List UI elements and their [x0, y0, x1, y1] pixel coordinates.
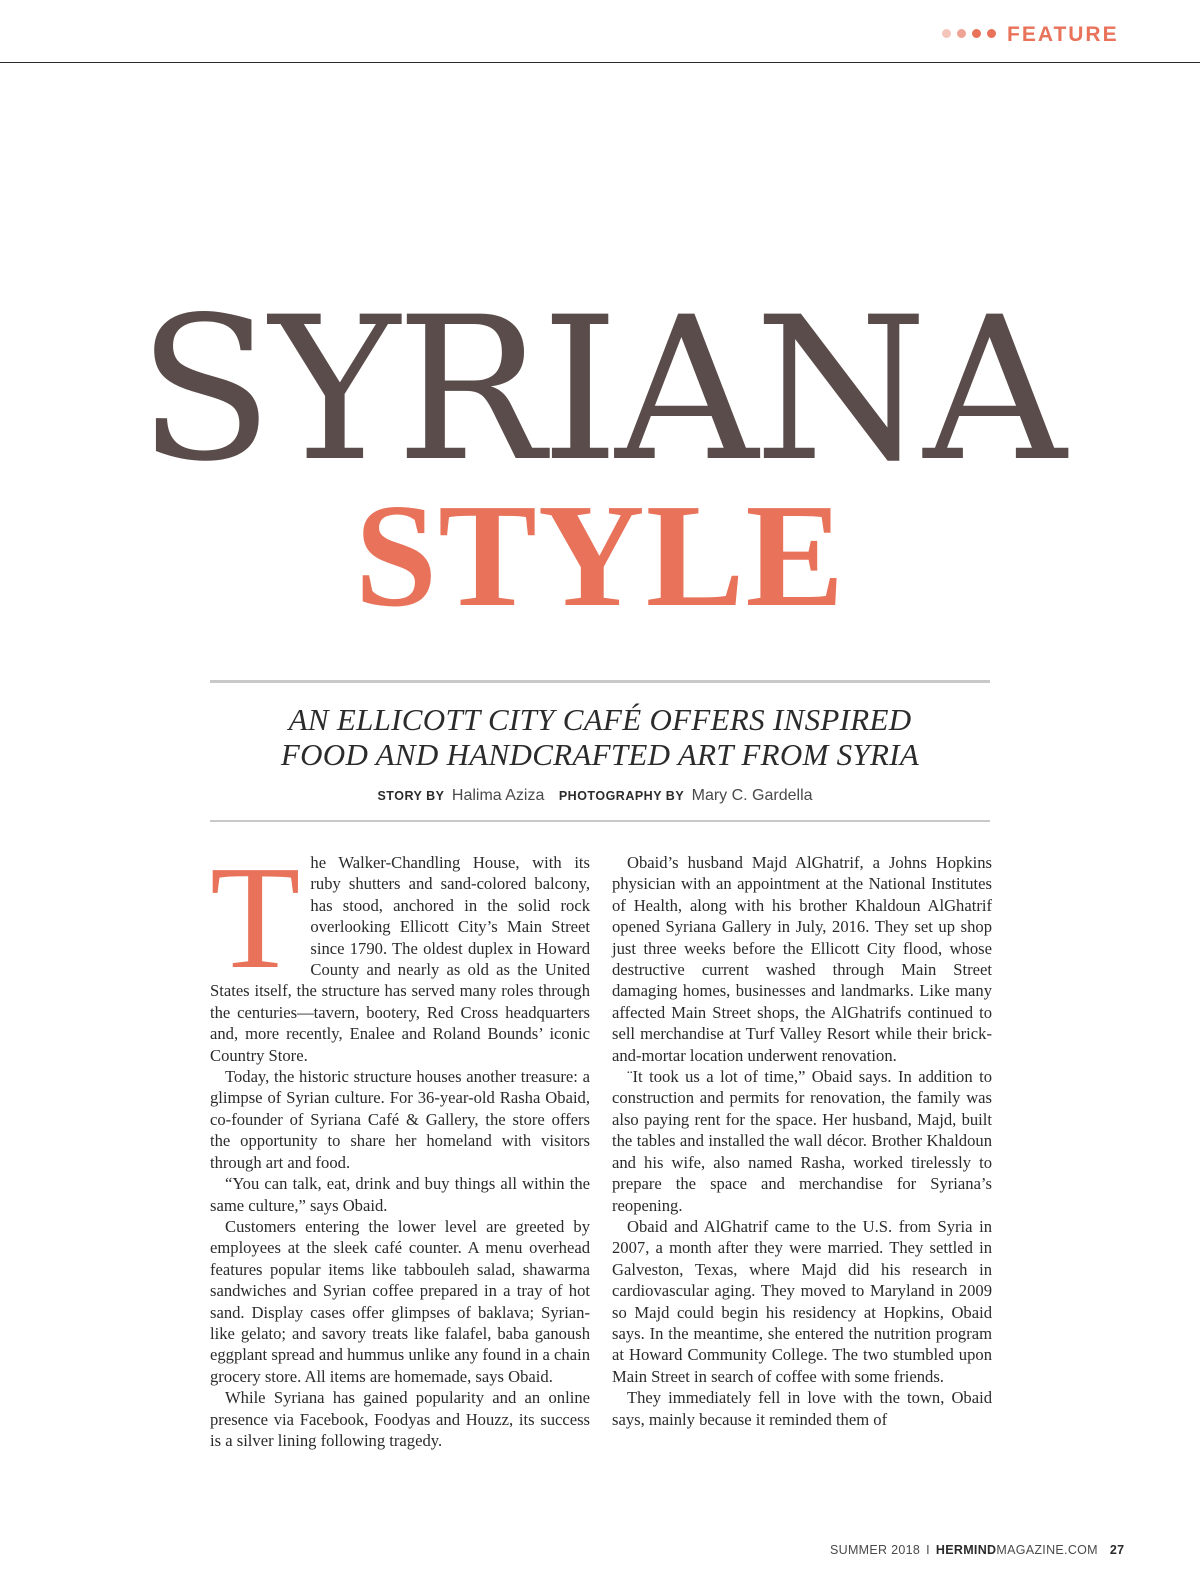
deck [210, 702, 990, 772]
dot-4 [987, 29, 996, 38]
paragraph: Obaid and AlGhatrif came to the U.S. from Syria in 2007, a month after they were married. They settled in Galveston, Texas, where Majd did his research in cardiovascular aging. They moved to Maryland in 2009 so Majd could begin his residency at Hopkins, Obaid says. In the meantime, she entered the nutrition program at Howard Community College. The two stumbled upon Main Street in search of coffee with some friends. [612, 1216, 992, 1386]
drop-cap: T [210, 836, 301, 1000]
deck-line-2: FOOD AND HANDCRAFTED ART FROM SYRIA [280, 737, 920, 772]
footer-separator: I [926, 1543, 930, 1557]
dot-3 [972, 29, 981, 38]
section-label: FEATURE [1007, 23, 1119, 46]
article-column-right [612, 852, 992, 1430]
deck-line-1: AN ELLICOTT CITY CAFÉ OFFERS INSPIRED [288, 702, 912, 737]
paragraph: While Syriana has gained popularity and an online presence via Facebook, Foodyas and Houzz, its success is a silver lining following tragedy. [210, 1388, 590, 1450]
page-footer [830, 1543, 1124, 1557]
deck-rule-bottom [210, 820, 990, 822]
dot-1 [942, 29, 951, 38]
deck-rule-top [210, 680, 990, 683]
site-name-light: MAGAZINE [996, 1543, 1065, 1557]
headline-main: SYRIANA [137, 274, 1063, 505]
article-column-left [210, 836, 590, 1451]
photo-label: PHOTOGRAPHY BY [558, 789, 685, 803]
paragraph: “You can talk, eat, drink and buy things all within the same culture,” says Obaid. [210, 1174, 590, 1215]
paragraph: They immediately fell in love with the town, Obaid says, mainly because it reminded them of [612, 1388, 992, 1429]
paragraph: Customers entering the lower level are greeted by employees at the sleek café counter. A menu overhead features popular items like tabbouleh salad, shawarma sandwiches and Syrian coffee prepared in a tray of hot sand. Display cases offer glimpses of baklava; Syrian-like gelato; and savory treats like falafel, baba ganoush eggplant spread and hummus unlike any found in a chain grocery store. All items are homemade, says Obaid. [210, 1216, 590, 1386]
top-rule [0, 62, 1200, 63]
byline [210, 787, 990, 805]
paragraph: ¨It took us a lot of time,” Obaid says. In addition to construction and permits for renovation, the family was also paying rent for the space. Her husband, Majd, built the tables and installed the wall décor. Brother Khaldoun and his wife, also named Rasha, worked tirelessly to prepare the space and merchandise for Syriana’s reopening. [612, 1067, 992, 1215]
site-name-bold: HERMIND [935, 1543, 997, 1557]
headline-sub: STYLE [354, 474, 846, 638]
issue-date: SUMMER 2018 [830, 1543, 921, 1557]
story-label: STORY BY [377, 789, 445, 803]
paragraph: Obaid’s husband Majd AlGhatrif, a Johns Hopkins physician with an appointment at the National Institutes of Health, along with his brother Khaldoun AlGhatrif opened Syriana Gallery in July, 2016. They set up shop just three weeks before the Ellicott City flood, whose destructive current washed through Main Street damaging homes, businesses and landmarks. Like many affected Main Street shops, the AlGhatrifs continued to sell merchandise at Turf Valley Resort while their brick-and-mortar location underwent renovation. [612, 853, 992, 1065]
photographer: Mary C. Gardella [691, 787, 813, 804]
story-author: Halima Aziza [451, 787, 545, 804]
section-dots [942, 29, 996, 38]
dot-2 [957, 29, 966, 38]
site-tld: .COM [1064, 1543, 1098, 1557]
paragraph: Today, the historic structure houses another treasure: a glimpse of Syrian culture. For 36-year-old Rasha Obaid, co-founder of Syriana Café & Gallery, the store offers the opportunity to share her homeland with visitors through art and food. [210, 1067, 590, 1172]
paragraph: The Walker-Chandling House, with its ruby shutters and sand-colored balcony, has stood, anchored in the solid rock overlooking Ellicott City’s Main Street since 1790. The oldest duplex in Howard County and nearly as old as the United States itself, the structure has served many roles through the centuries—tavern, bootery, Red Cross headquarters and, more recently, Enalee and Roland Bounds’ iconic Country Store. [210, 836, 590, 1065]
page-number: 27 [1109, 1543, 1125, 1557]
